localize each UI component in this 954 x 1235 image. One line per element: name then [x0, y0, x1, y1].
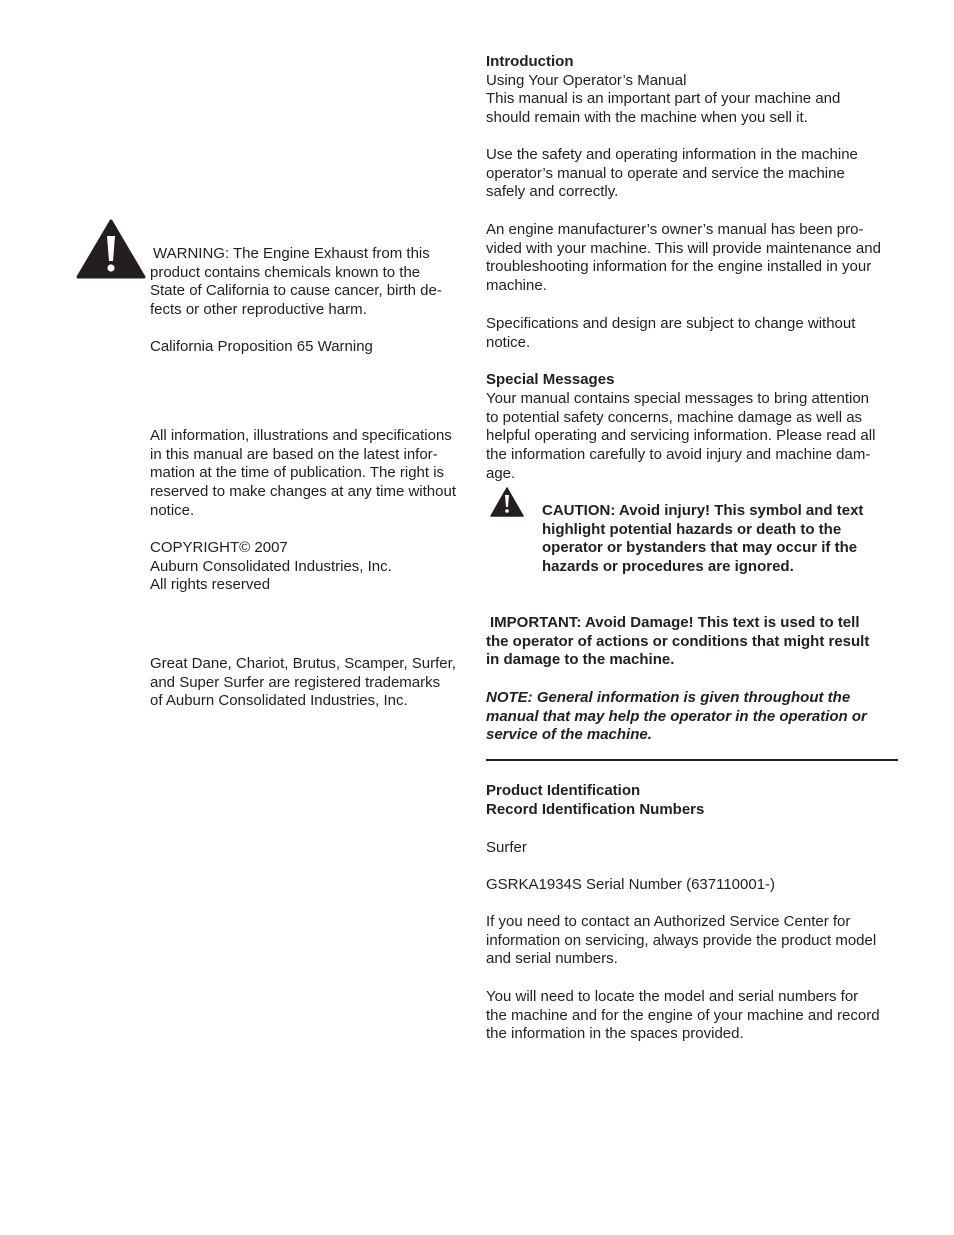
- serial-number-line: GSRKA1934S Serial Number (637110001-): [486, 876, 776, 893]
- text-line: You will need to locate the model and serial numbers for: [486, 988, 859, 1005]
- text-line: troubleshooting information for the engine installed in your: [486, 258, 872, 276]
- trademark-notice: [150, 655, 456, 711]
- text-line: fects or other reproductive harm.: [150, 301, 367, 319]
- text-line: COPYRIGHT© 2007: [150, 539, 288, 556]
- intro-paragraph-2: [486, 146, 858, 202]
- text-line: the information in the spaces provided.: [486, 1025, 744, 1043]
- text-line: and Super Surfer are registered trademarks: [150, 673, 441, 691]
- prop65-warning-text: [150, 245, 442, 320]
- text-line: mation at the time of publication. The right is: [150, 464, 445, 482]
- text-line: operator’s manual to operate and service the machine: [486, 164, 845, 182]
- text-line: notice.: [150, 501, 195, 519]
- text-line: vided with your machine. This will provide maintenance and: [486, 239, 881, 257]
- manual-subheading: Using Your Operator’s Manual: [486, 72, 687, 89]
- text-line: Great Dane, Chariot, Brutus, Scamper, Surfer,: [150, 655, 456, 672]
- contact-paragraph: [486, 913, 876, 969]
- intro-paragraph-1: [486, 90, 840, 127]
- text-line: product contains chemicals known to the: [150, 263, 421, 281]
- text-line: CAUTION: Avoid injury! This symbol and text: [542, 502, 864, 519]
- specifications-notice: [150, 427, 456, 521]
- model-name: Surfer: [486, 839, 527, 856]
- text-line: NOTE: General information is given throughout the: [486, 689, 851, 706]
- text-line: Auburn Consolidated Industries, Inc.: [150, 557, 392, 575]
- text-line: to potential safety concerns, machine damage as well as: [486, 408, 863, 426]
- text-line: If you need to contact an Authorized Service Center for: [486, 913, 851, 930]
- special-messages-heading: Special Messages: [486, 371, 615, 388]
- text-line: age.: [486, 464, 516, 482]
- text-line: safely and correctly.: [486, 183, 619, 201]
- section-divider: [486, 759, 898, 761]
- text-line: of Auburn Consolidated Industries, Inc.: [150, 692, 408, 710]
- text-line: service of the machine.: [486, 726, 652, 744]
- text-line: and serial numbers.: [486, 950, 618, 968]
- introduction-heading: Introduction: [486, 53, 574, 70]
- text-line: helpful operating and servicing information. Please read all: [486, 427, 876, 445]
- text-line: reserved to make changes at any time without: [150, 483, 456, 501]
- text-line: the machine and for the engine of your machine and record: [486, 1006, 880, 1024]
- text-line: manual that may help the operator in the operation or: [486, 707, 867, 725]
- text-line: All rights reserved: [150, 576, 271, 594]
- note-message: [486, 689, 867, 745]
- intro-paragraph-4: [486, 315, 855, 352]
- text-line: machine.: [486, 277, 547, 295]
- prop65-label: California Proposition 65 Warning: [150, 338, 373, 355]
- special-messages-paragraph: [486, 390, 875, 484]
- intro-paragraph-3: [486, 221, 881, 296]
- text-line: All information, illustrations and specifications: [150, 427, 452, 444]
- caution-triangle-icon: [490, 487, 524, 517]
- text-line: IMPORTANT: Avoid Damage! This text is used to tell: [490, 614, 860, 631]
- record-numbers-heading: Record Identification Numbers: [486, 801, 705, 818]
- text-line: notice.: [486, 333, 531, 351]
- text-line: hazards or procedures are ignored.: [542, 558, 794, 576]
- text-line: highlight potential hazards or death to the: [542, 520, 842, 538]
- text-line: WARNING: The Engine Exhaust from this: [153, 245, 430, 262]
- warning-triangle-icon: [76, 219, 146, 279]
- locate-numbers-paragraph: [486, 988, 880, 1044]
- text-line: Use the safety and operating information in the machine: [486, 146, 858, 163]
- text-line: This manual is an important part of your machine and: [486, 90, 841, 107]
- text-line: operator or bystanders that may occur if the: [542, 539, 858, 557]
- text-line: the operator of actions or conditions that might result: [486, 632, 870, 650]
- text-line: Your manual contains special messages to bring attention: [486, 390, 870, 407]
- text-line: An engine manufacturer’s owner’s manual has been pro-: [486, 221, 864, 238]
- important-message: [486, 614, 869, 670]
- text-line: should remain with the machine when you sell it.: [486, 108, 808, 126]
- text-line: Specifications and design are subject to change without: [486, 315, 856, 332]
- text-line: State of California to cause cancer, birth de-: [150, 282, 442, 300]
- text-line: in damage to the machine.: [486, 651, 675, 669]
- caution-message: [542, 502, 863, 577]
- product-identification-heading: Product Identification: [486, 782, 641, 799]
- text-line: information on servicing, always provide the product model: [486, 931, 877, 949]
- text-line: the information carefully to avoid injury and machine dam-: [486, 446, 871, 464]
- copyright-notice: [150, 539, 392, 595]
- text-line: in this manual are based on the latest infor-: [150, 445, 438, 463]
